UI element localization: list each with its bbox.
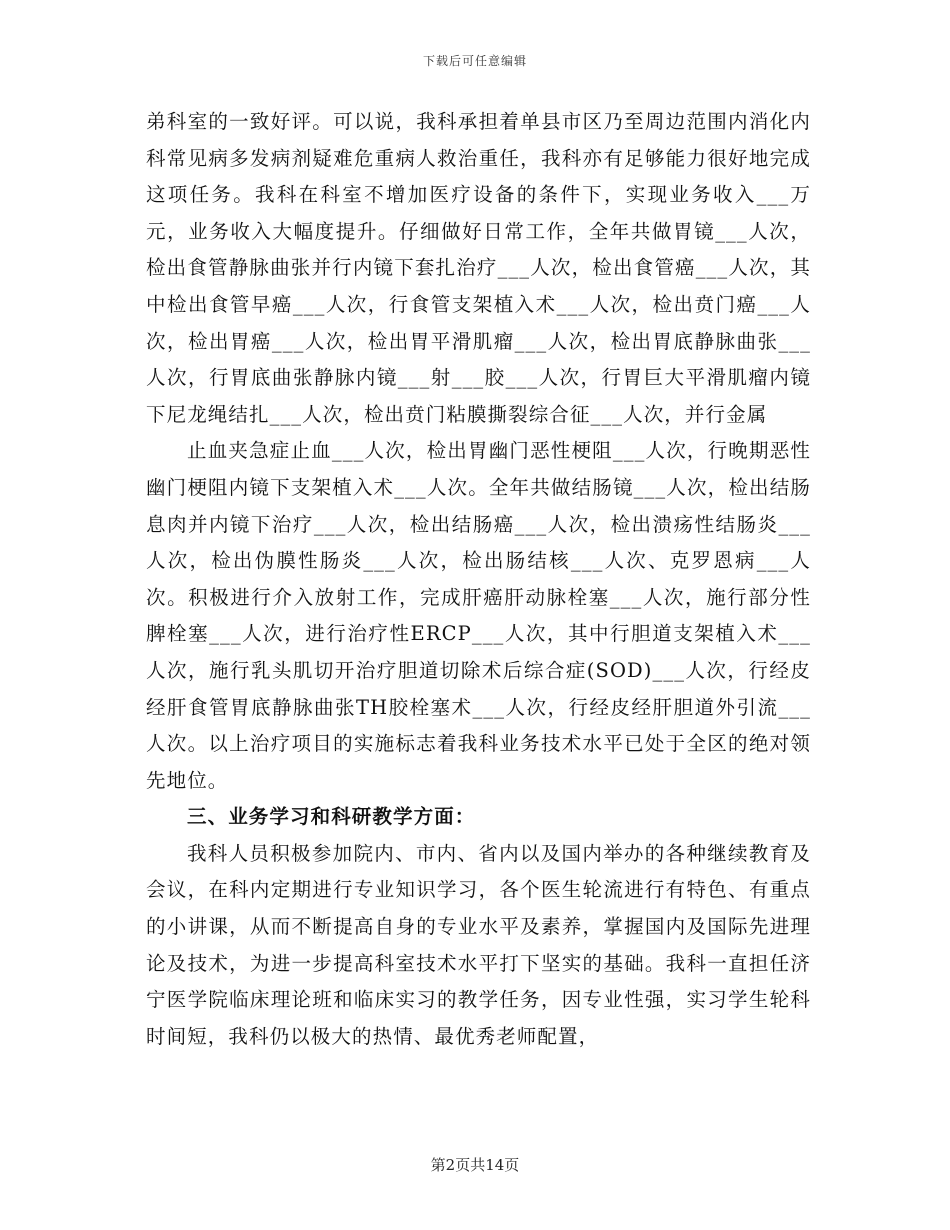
paragraph-3: 我科人员积极参加院内、市内、省内以及国内举办的各种继续教育及会议，在科内定期进行专业知识学习，各个医生轮流进行有特色、有重点的小讲课，从而不断提高自身的专业水平及素养，掌握国内及国际先进理论及技术，为进一步提高科室技术水平打下坚实的基础。我科一直担任济宁医学院临床理论班和临床实习的教学任务，因专业性强，实习学生轮科时间短，我科仍以极大的热情、最优秀老师配置，: [146, 841, 811, 1048]
page-header: 下载后可任意编辑: [422, 54, 527, 68]
page-number: 第2页共14页: [430, 1156, 520, 1174]
document-body: [146, 104, 811, 1055]
section-heading: 三、业务学习和科研教学方面：: [187, 805, 476, 829]
paragraph-2: 止血夹急症止血___人次，检出胃幽门恶性梗阻___人次，行晚期恶性幽门梗阻内镜下支架植入术___人次。全年共做结肠镜___人次，检出结肠息肉并内镜下治疗___人次，检出结肠癌___人次，检出溃疡性结肠炎___人次，检出伪膜性肠炎___人次，检出肠结核___人次、克罗恩病___人次。积极进行介入放射工作，完成肝癌肝动脉栓塞___人次，施行部分性脾栓塞___人次，进行治疗性ERCP___人次，其中行胆道支架植入术___人次，施行乳头肌切开治疗胆道切除术后综合症(SOD)___人次，行经皮经肝食管胃底静脉曲张TH胶栓塞术___人次，行经皮经肝胆道外引流___人次。以上治疗项目的实施标志着我科业务技术水平已处于全区的绝对领先地位。: [146, 439, 811, 792]
paragraph-1: 弟科室的一致好评。可以说，我科承担着单县市区乃至周边范围内消化内科常见病多发病剂疑难危重病人救治重任，我科亦有足够能力很好地完成这项任务。我科在科室不增加医疗设备的条件下，实现业务收入___万元，业务收入大幅度提升。仔细做好日常工作，全年共做胃镜___人次，检出食管静脉曲张并行内镜下套扎治疗___人次，检出食管癌___人次，其中检出食管早癌___人次，行食管支架植入术___人次，检出贲门癌___人次，检出胃癌___人次，检出胃平滑肌瘤___人次，检出胃底静脉曲张___人次，行胃底曲张静脉内镜___射___胶___人次，行胃巨大平滑肌瘤内镜下尼龙绳结扎___人次，检出贲门粘膜撕裂综合征___人次，并行金属: [146, 110, 811, 426]
